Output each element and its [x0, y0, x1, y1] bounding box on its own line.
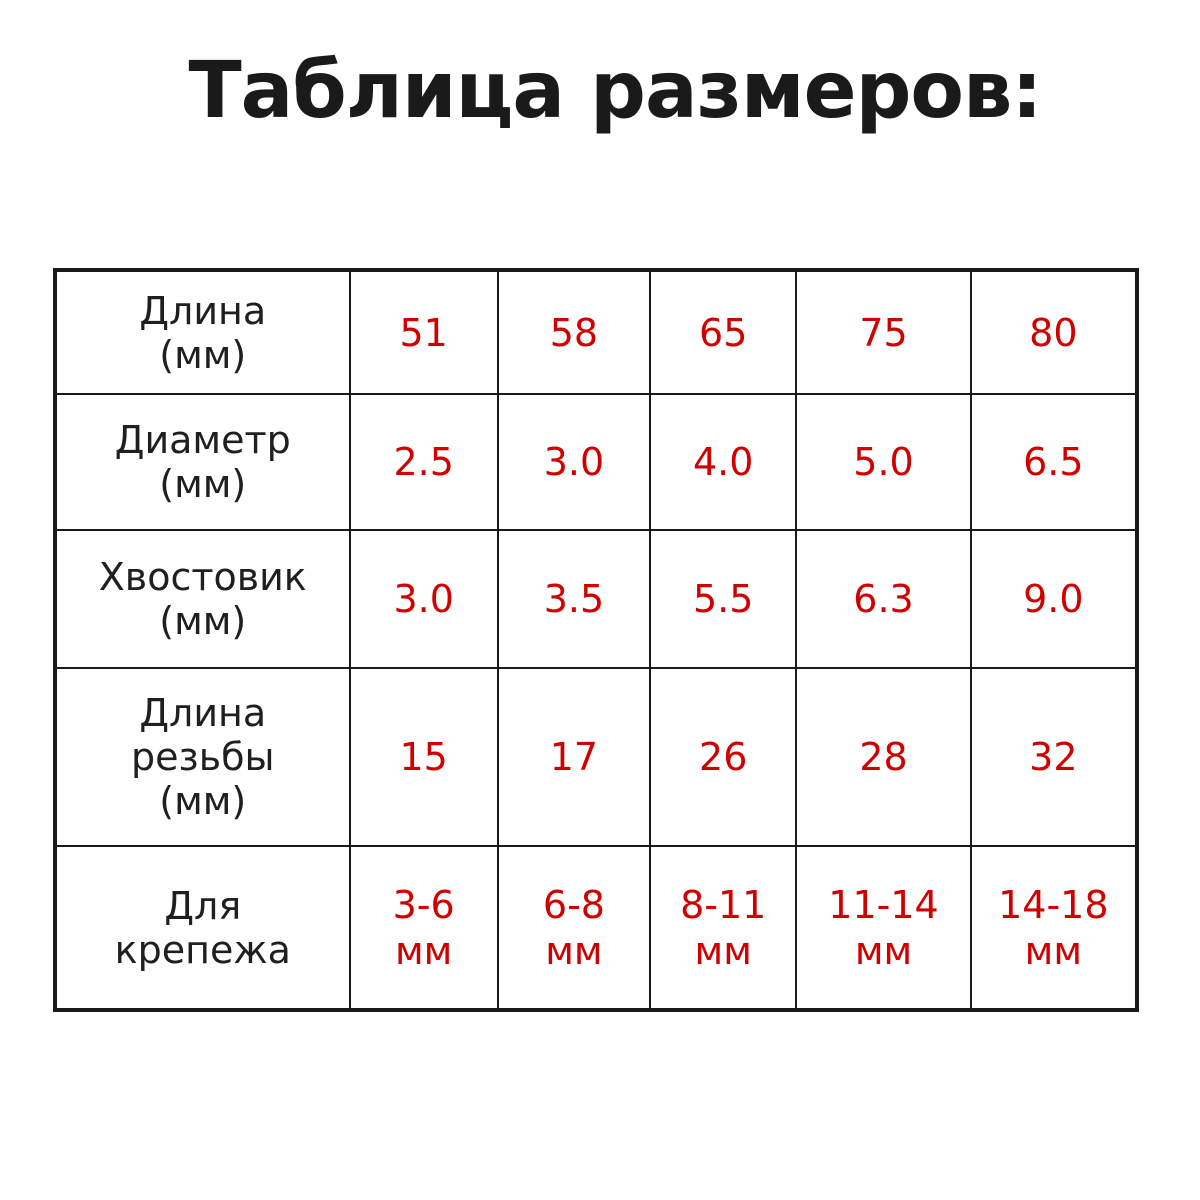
- row-header-fastener: Для крепежа: [55, 846, 350, 1010]
- table-cell: 51: [350, 270, 498, 394]
- table-cell: 4.0: [650, 394, 796, 530]
- table-row-length: [55, 270, 1137, 394]
- table-cell: 80: [971, 270, 1137, 394]
- table-cell: 9.0: [971, 530, 1137, 668]
- table-cell: 28: [796, 668, 970, 846]
- table-cell: 6.3: [796, 530, 970, 668]
- row-header-thread-length: Длина резьбы (мм): [55, 668, 350, 846]
- table-cell: 14-18 мм: [971, 846, 1137, 1010]
- table-cell: 3-6 мм: [350, 846, 498, 1010]
- table-cell: 58: [498, 270, 650, 394]
- table-cell: 3.0: [350, 530, 498, 668]
- page-title: Таблица размеров:: [188, 46, 1042, 136]
- table-cell: 8-11 мм: [650, 846, 796, 1010]
- table-cell: 15: [350, 668, 498, 846]
- table-cell: 11-14 мм: [796, 846, 970, 1010]
- row-header-shank: Хвостовик (мм): [55, 530, 350, 668]
- table-cell: 32: [971, 668, 1137, 846]
- table-cell: 5.5: [650, 530, 796, 668]
- table-row-thread-length: [55, 668, 1137, 846]
- table-cell: 3.5: [498, 530, 650, 668]
- table-cell: 17: [498, 668, 650, 846]
- table-cell: 5.0: [796, 394, 970, 530]
- row-header-length: Длина (мм): [55, 270, 350, 394]
- table-cell: 3.0: [498, 394, 650, 530]
- table-row-shank: [55, 530, 1137, 668]
- table-cell: 6-8 мм: [498, 846, 650, 1010]
- row-header-diameter: Диаметр (мм): [55, 394, 350, 530]
- table-cell: 65: [650, 270, 796, 394]
- size-table: [53, 268, 1139, 1012]
- table-row-diameter: [55, 394, 1137, 530]
- table-cell: 75: [796, 270, 970, 394]
- table-cell: 2.5: [350, 394, 498, 530]
- table-cell: 26: [650, 668, 796, 846]
- table-row-fastener: [55, 846, 1137, 1010]
- table-cell: 6.5: [971, 394, 1137, 530]
